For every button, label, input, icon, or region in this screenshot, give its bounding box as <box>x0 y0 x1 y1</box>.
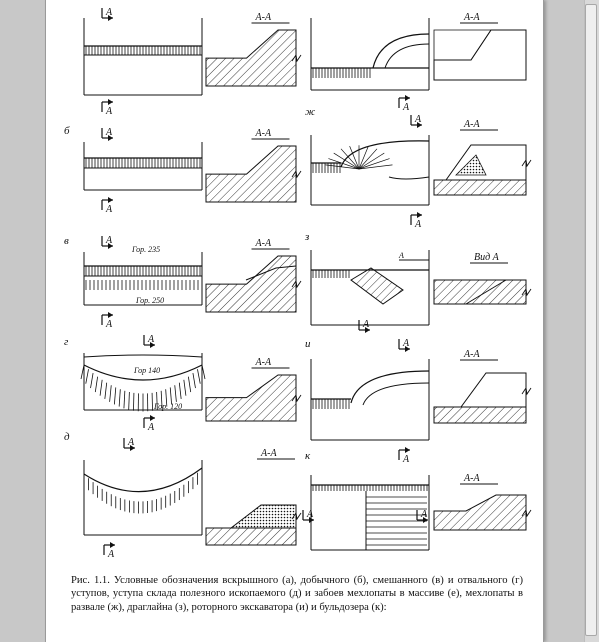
hatched-ground <box>206 146 296 202</box>
section-label: А-А <box>464 12 480 23</box>
level-label-top: Гор 140 <box>134 366 161 375</box>
panel-letter-zh: ж <box>305 106 316 118</box>
level-label-top: Гор. 235 <box>132 245 161 254</box>
arrow-head <box>150 415 155 421</box>
panel-letter-v: в <box>64 235 69 247</box>
bench-hatching <box>313 485 427 491</box>
arrow-label: А <box>128 437 135 448</box>
dozer-passes <box>366 497 427 545</box>
arrow-label: А <box>106 319 113 330</box>
arrow-label: А <box>106 235 113 246</box>
cut-outline <box>434 30 491 60</box>
face-arc-outer <box>373 34 429 68</box>
view-arrow-label: А <box>399 251 404 260</box>
arrow-head <box>110 542 115 548</box>
level-label-bottom: Гор. 250 <box>136 296 165 305</box>
section-arrow-g-bottom <box>144 415 155 433</box>
arrow-label: А <box>415 114 422 125</box>
section-arrow-v-bottom <box>102 312 113 330</box>
section-arrow-i-top <box>399 338 410 352</box>
section-outline <box>434 373 526 407</box>
section-arrow-z-bottom <box>359 319 370 333</box>
face-arc-inner <box>363 383 429 405</box>
section-label: А-А <box>255 357 272 368</box>
hatch-stroke <box>105 383 107 399</box>
section-arrow-v-top <box>102 235 113 249</box>
arrow-label: А <box>148 334 155 345</box>
arrow-label: А <box>108 549 115 560</box>
hatch-stroke <box>175 385 177 402</box>
section-arrow-g-top <box>144 334 155 348</box>
panel-letter-g: г <box>64 336 69 348</box>
hatch-stroke <box>184 380 186 396</box>
bench-hatching <box>313 399 349 409</box>
arrow-head <box>108 99 113 105</box>
dragline-cut <box>351 268 403 304</box>
stockpile-crest <box>84 468 202 492</box>
level-label-bottom: Гор. 120 <box>154 402 183 411</box>
section-label: А-А <box>261 448 277 459</box>
bench-hatching <box>313 270 349 278</box>
arrow-label: А <box>106 127 113 138</box>
section-label: А-А <box>255 238 272 249</box>
bench-hatching <box>313 68 370 78</box>
section-arrow-zh-bottom <box>411 212 422 230</box>
section-arrow-d-bottom <box>104 542 115 560</box>
arrow-head <box>108 197 113 203</box>
arrow-label: А <box>403 338 410 349</box>
section-label: А-А <box>255 12 272 23</box>
scrollbar-thumb[interactable] <box>585 4 597 636</box>
break-mark <box>522 388 531 394</box>
arrow-label: А <box>106 106 113 117</box>
arrow-label: А <box>363 319 370 330</box>
vertical-scrollbar[interactable] <box>584 0 599 642</box>
hatch-stroke <box>197 369 200 383</box>
bench-hatching <box>86 158 200 168</box>
hatch-stroke <box>124 391 125 409</box>
section-arrow-zh-top <box>411 114 422 128</box>
arrow-label: А <box>421 509 428 520</box>
figure-drawing <box>46 0 543 575</box>
panel-letter-z: з <box>305 231 310 243</box>
section-arrow-i-bottom <box>399 447 410 465</box>
section-label: А-А <box>464 473 480 484</box>
bench-hatching <box>313 163 340 173</box>
panel-letter-d: д <box>64 431 70 443</box>
sector-ray <box>350 146 359 169</box>
arrow-label: А <box>403 454 410 465</box>
hatched-ground <box>206 30 296 86</box>
section-arrow-a-bottom <box>102 99 113 117</box>
hatched-ground <box>206 375 296 421</box>
stockpile-hatching <box>84 468 202 513</box>
arrow-label: А <box>148 422 155 433</box>
arrow-label: А <box>106 204 113 215</box>
section-arrow-b-top <box>102 127 113 141</box>
hatch-stroke <box>179 383 181 399</box>
hatched-ground <box>434 495 526 530</box>
section-arrow-b-bottom <box>102 197 113 215</box>
hatched-ground <box>434 180 526 195</box>
panel-letter-k: к <box>305 450 311 462</box>
arrow-head <box>405 447 410 453</box>
hatch-stroke <box>119 389 120 406</box>
section-arrow-a-top <box>102 7 113 21</box>
hatched-ground <box>434 280 526 304</box>
section-label: А-А <box>255 128 272 139</box>
muck-pile-section <box>456 155 486 175</box>
hatch-stroke <box>100 380 102 396</box>
section-label: Вид А <box>474 252 499 263</box>
section-label: А-А <box>464 349 480 360</box>
section-outline <box>434 30 526 80</box>
muck-pile <box>389 177 429 179</box>
section-label: А-А <box>464 119 480 130</box>
arrow-label: А <box>106 7 113 18</box>
bench-hatching-lower <box>86 280 198 290</box>
arrow-head <box>108 312 113 318</box>
section-arrow-e-bottom <box>399 95 410 113</box>
arrow-label: А <box>415 219 422 230</box>
digging-sectors <box>326 145 393 169</box>
caption-text: Рис. 1.1. Условные обозначения вскрышного (а), добычного (б), смешанного (в) и отвального (г) уступов, уступа склада полезного ископаемого (д) и забоев мехлопаты в массиве (е), мехлопаты в развале (ж), драглайна (з), роторного экскаватора (и) и бульдозера (к): <box>71 575 523 613</box>
document-page <box>45 0 544 642</box>
hatch-stroke <box>86 369 89 383</box>
hatch-stroke <box>129 392 130 410</box>
face-arc-inner <box>385 44 429 68</box>
bench-hatching <box>86 46 200 55</box>
face-arc <box>341 141 429 167</box>
hatched-ground <box>206 256 296 312</box>
panel-letter-i: и <box>305 338 311 350</box>
panel-letter-b: б <box>64 125 70 137</box>
figure-caption <box>71 574 523 614</box>
hatch-stroke <box>114 387 115 404</box>
break-mark <box>522 160 531 166</box>
arrow-head <box>417 212 422 218</box>
hatch-stroke <box>188 377 190 392</box>
hatched-ground <box>434 407 526 423</box>
stockpile-material <box>206 505 296 528</box>
arrow-label: А <box>307 509 314 520</box>
hatch-stroke <box>193 373 196 388</box>
section-arrow-k-left <box>303 509 314 523</box>
hatch-stroke <box>91 373 94 388</box>
arrow-head <box>405 95 410 101</box>
hatch-stroke <box>110 385 112 402</box>
dump-edge <box>84 355 202 357</box>
hatched-ground <box>206 528 296 545</box>
arrow-label: А <box>403 102 410 113</box>
hatch-stroke <box>95 377 97 392</box>
section-arrow-d-top <box>124 437 135 451</box>
bench-hatching <box>86 266 200 276</box>
